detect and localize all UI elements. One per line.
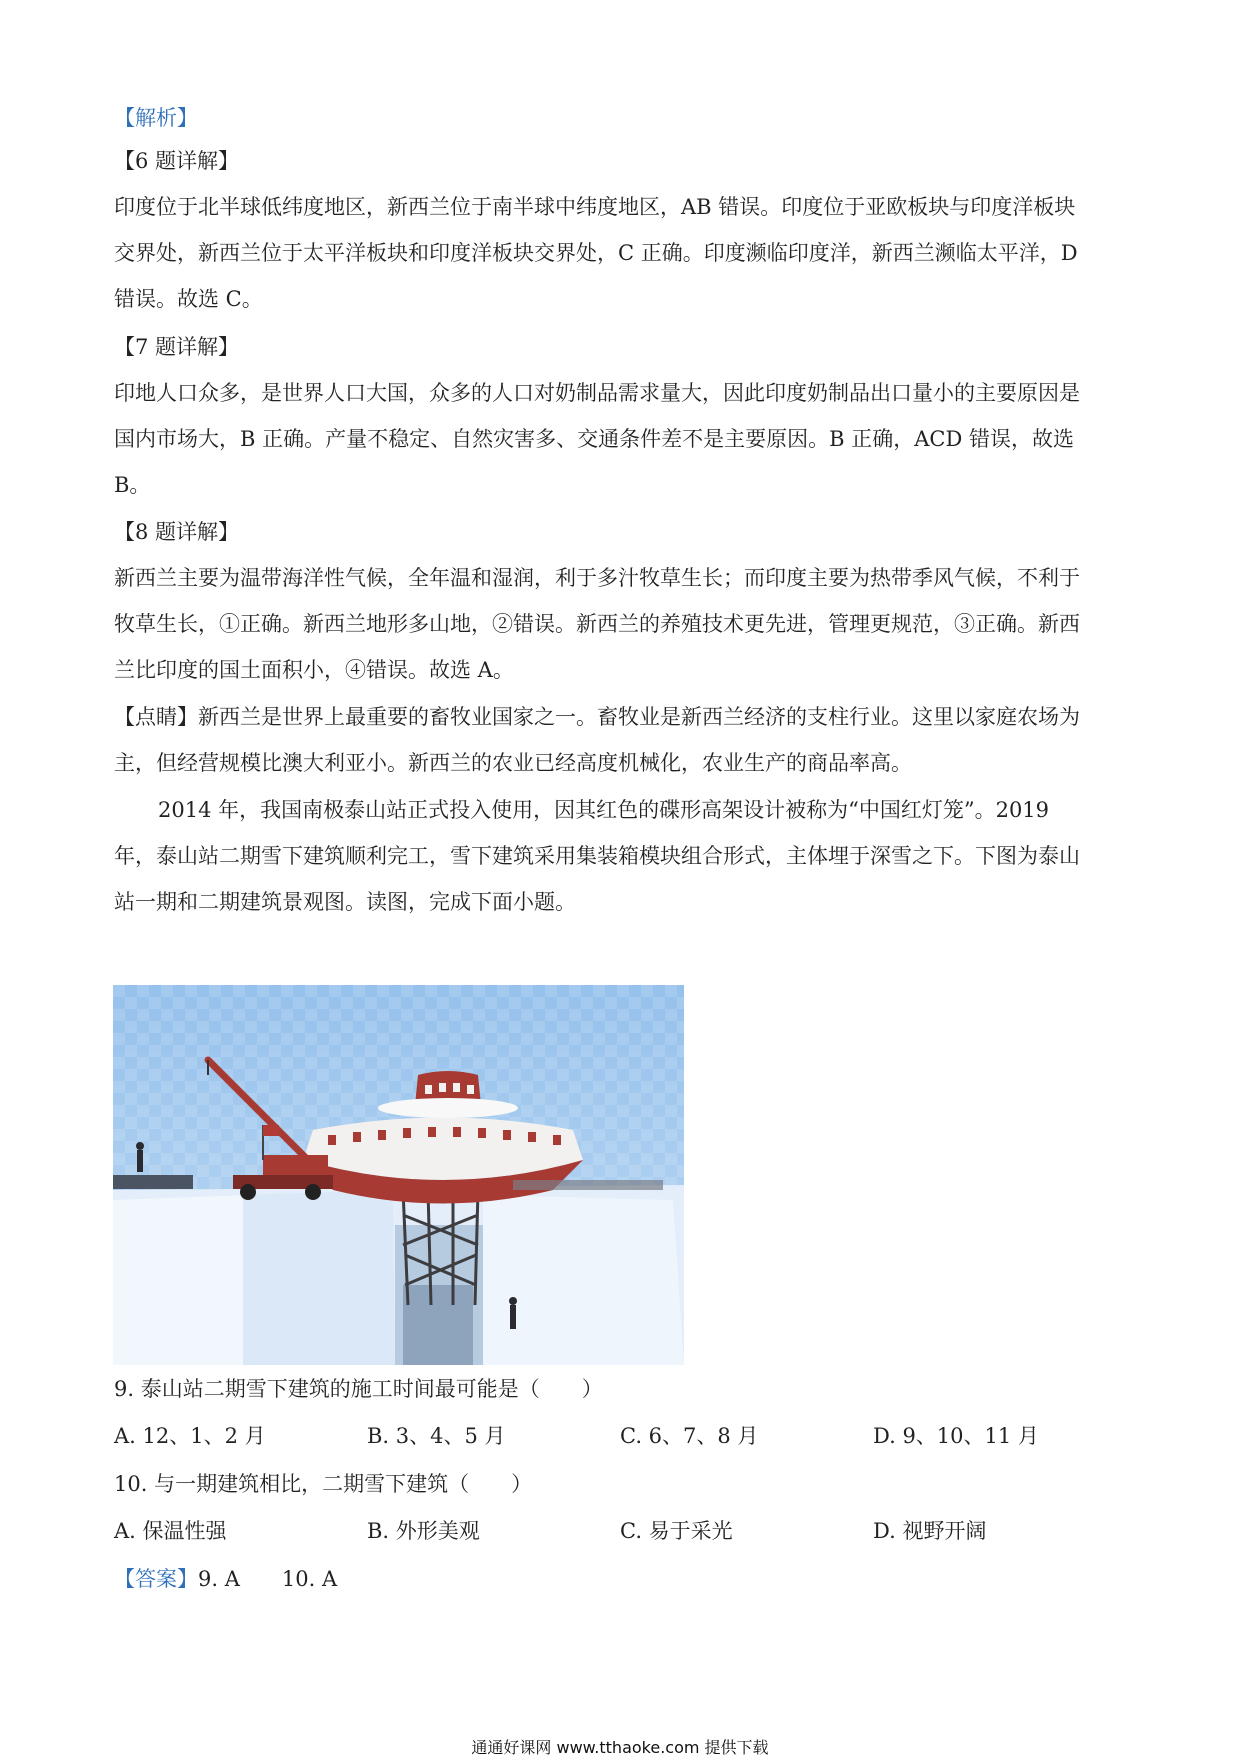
answer-line bbox=[114, 1564, 1124, 1594]
question-9-option-c: C. 6、7、8 月 bbox=[620, 1424, 759, 1448]
q6-line: 印度位于北半球低纬度地区，新西兰位于南半球中纬度地区，AB 错误。印度位于亚欧板块与印度洋板块 bbox=[114, 195, 1076, 219]
passage-line: 站一期和二期建筑景观图。读图，完成下面小题。 bbox=[114, 890, 576, 914]
question-10-option-b: B. 外形美观 bbox=[367, 1519, 480, 1543]
answer-text: 9. A 10. A bbox=[198, 1567, 338, 1591]
q6-line: 错误。故选 C。 bbox=[114, 287, 263, 311]
q8-line: 牧草生长，①正确。新西兰地形多山地，②错误。新西兰的养殖技术更先进，管理更规范，③正确。新西 bbox=[114, 612, 1080, 636]
q7-line: 印地人口众多，是世界人口大国，众多的人口对奶制品需求量大，因此印度奶制品出口量小的主要原因是 bbox=[114, 381, 1080, 405]
passage-line: 年，泰山站二期雪下建筑顺利完工，雪下建筑采用集装箱模块组合形式，主体埋于深雪之下。下图为泰山 bbox=[114, 844, 1080, 868]
question-9-stem: 9. 泰山站二期雪下建筑的施工时间最可能是（ ） bbox=[114, 1377, 603, 1401]
q8-line: 兰比印度的国土面积小，④错误。故选 A。 bbox=[114, 658, 514, 682]
question-9-option-b: B. 3、4、5 月 bbox=[367, 1424, 506, 1448]
question-9-option-a: A. 12、1、2 月 bbox=[114, 1424, 266, 1448]
station-illustration bbox=[113, 985, 684, 1365]
taishan-station-photo bbox=[113, 985, 684, 1365]
q6-line: 交界处，新西兰位于太平洋板块和印度洋板块交界处，C 正确。印度濒临印度洋，新西兰濒临太平洋，D bbox=[114, 241, 1078, 265]
question-9-option-d: D. 9、10、11 月 bbox=[873, 1424, 1039, 1448]
passage-line: 2014 年，我国南极泰山站正式投入使用，因其红色的碟形高架设计被称为“中国红灯笼”。2019 bbox=[158, 798, 1050, 822]
question-10-option-a: A. 保温性强 bbox=[114, 1519, 227, 1543]
analysis-label: 【解析】 bbox=[114, 106, 198, 130]
dianjing-line: 主，但经营规模比澳大利亚小。新西兰的农业已经高度机械化，农业生产的商品率高。 bbox=[114, 751, 912, 775]
answer-label: 【答案】 bbox=[114, 1567, 198, 1591]
dianjing-paragraph bbox=[114, 702, 1124, 732]
dianjing-label: 【点睛】 bbox=[114, 705, 198, 729]
q7-heading: 【7 题详解】 bbox=[114, 335, 240, 359]
question-10-option-c: C. 易于采光 bbox=[620, 1519, 733, 1543]
question-10-stem: 10. 与一期建筑相比，二期雪下建筑（ ） bbox=[114, 1472, 533, 1496]
q6-heading: 【6 题详解】 bbox=[114, 149, 240, 173]
q8-heading: 【8 题详解】 bbox=[114, 520, 240, 544]
q7-line: B。 bbox=[114, 473, 151, 497]
q7-line: 国内市场大，B 正确。产量不稳定、自然灾害多、交通条件差不是主要原因。B 正确，ACD 错误，故选 bbox=[114, 427, 1074, 451]
page-footer: 通通好课网 www.tthaoke.com 提供下载 bbox=[471, 1738, 769, 1757]
dianjing-line: 新西兰是世界上最重要的畜牧业国家之一。畜牧业是新西兰经济的支柱行业。这里以家庭农场为 bbox=[198, 705, 1080, 729]
q8-line: 新西兰主要为温带海洋性气候，全年温和湿润，利于多汁牧草生长；而印度主要为热带季风气候，不利于 bbox=[114, 566, 1080, 590]
question-10-option-d: D. 视野开阔 bbox=[873, 1519, 987, 1543]
